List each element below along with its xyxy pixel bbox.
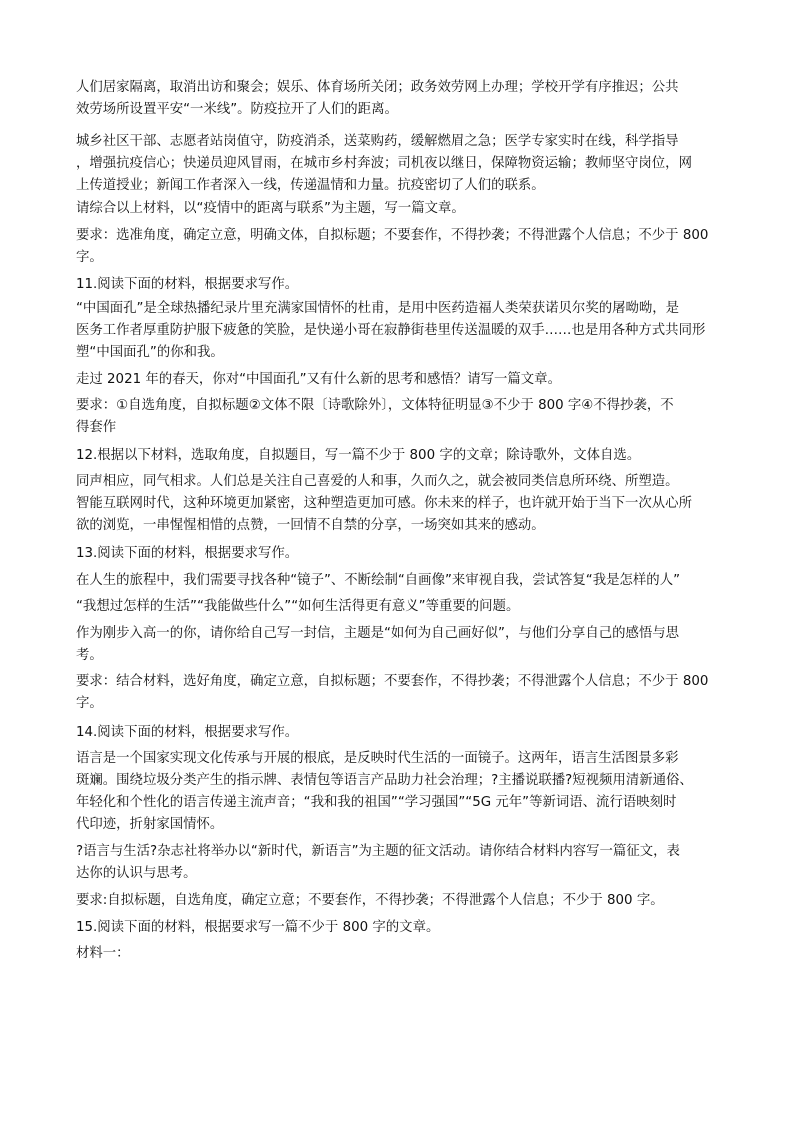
text-line: 材料一： <box>76 946 130 961</box>
text-line: 要求：①自选角度，自拟标题②文体不限〔诗歌除外〕，文体特征明显③不少于 800 字④不得抄袭，不 <box>76 398 674 413</box>
text-line: 达你的认识与思考。 <box>76 866 197 881</box>
text-line: 字。 <box>76 696 103 711</box>
text-line: 上传道授业；新闻工作者深入一线，传递温情和力量。抗疫密切了人们的联系。 <box>76 178 545 193</box>
text-line: 人们居家隔离，取消出访和聚会；娱乐、体育场所关闭；政务效劳网上办理；学校开学有序推迟；公共 <box>76 80 679 95</box>
text-line: 得套作 <box>76 420 117 435</box>
text-line: 走过 2021 年的春天，你对“中国面孔”又有什么新的思考和感悟？请写一篇文章。 <box>76 372 561 387</box>
text-line: 语言是一个国家实现文化传承与开展的根底，是反映时代生活的一面镜子。这两年，语言生活图景多彩 <box>76 751 679 766</box>
text-line: “中国面孔”是全球热播纪录片里充满家国情怀的杜甫，是用中医药造福人类荣获诺贝尔奖的屠呦呦，是 <box>76 301 680 316</box>
text-line: 考。 <box>76 648 103 663</box>
text-line: ?语言与生活?杂志社将举办以“新时代，新语言”为主题的征文活动。请你结合材料内容写一篇征文，表 <box>76 844 680 859</box>
text-line: 11.阅读下面的材料，根据要求写作。 <box>76 277 299 292</box>
text-line: 同声相应，同气相求。人们总是关注自己喜爱的人和事，久而久之，就会被同类信息所环绕、所塑造。 <box>76 474 679 489</box>
text-line: 要求：结合材料，选好角度，确定立意，自拟标题；不要套作，不得抄袭；不得泄露个人信息；不少于 800 <box>76 674 709 689</box>
text-line: “我想过怎样的生活”“我能做些什么”“如何生活得更有意义”等重要的问题。 <box>76 599 520 614</box>
text-line: 智能互联网时代，这种环境更加紧密，这种塑造更加可感。你未来的样子，也许就开始于当下一次从心所 <box>76 496 692 511</box>
text-line: 效劳场所设置平安“一米线”。防疫拉开了人们的距离。 <box>76 102 398 117</box>
text-line: 15.阅读下面的材料，根据要求写一篇不少于 800 字的文章。 <box>76 920 440 935</box>
text-line: ，增强抗疫信心；快递员迎风冒雨，在城市乡村奔波；司机夜以继日，保障物资运输；教师坚守岗位，网 <box>76 156 692 171</box>
text-line: 医务工作者厚重防护服下疲惫的笑脸，是快递小哥在寂静街巷里传送温暖的双手……也是用各种方式共同形 <box>76 323 706 338</box>
text-line: 要求:自拟标题，自选角度，确定立意；不要套作，不得抄袭；不得泄露个人信息；不少于 800 字。 <box>76 893 664 908</box>
text-line: 代印迹，折射家国情怀。 <box>76 817 224 832</box>
text-line: 塑“中国面孔”的你和我。 <box>76 345 224 360</box>
text-line: 12.根据以下材料，选取角度，自拟题目，写一篇不少于 800 字的文章；除诗歌外，文体自选。 <box>76 448 641 463</box>
text-line: 14.阅读下面的材料，根据要求写作。 <box>76 725 299 740</box>
text-line: 欲的浏览，一串惺惺相惜的点赞，一回情不自禁的分享，一场突如其来的感动。 <box>76 518 545 533</box>
text-line: 要求：选准角度，确定立意，明确文体，自拟标题；不要套作，不得抄袭；不得泄露个人信息；不少于 800 <box>76 228 709 243</box>
text-line: 年轻化和个性化的语言传递主流声音；“我和我的祖国”“学习强国”“5G 元年”等新词语、流行语映刻时 <box>76 795 677 810</box>
text-line: 作为刚步入高一的你，请你给自己写一封信，主题是“如何为自己画好似”，与他们分享自己的感悟与思 <box>76 626 680 641</box>
text-line: 13.阅读下面的材料，根据要求写作。 <box>76 546 299 561</box>
text-line: 斑斓。围绕垃圾分类产生的指示牌、表情包等语言产品助力社会治理；?主播说联播?短视频用清新通俗、 <box>76 773 693 788</box>
text-line: 字。 <box>76 250 103 265</box>
text-line: 在人生的旅程中，我们需要寻找各种“镜子”、不断绘制“自画像”来审视自我，尝试答复“我是怎样的人” <box>76 573 681 588</box>
text-line: 请综合以上材料，以“疫情中的距离与联系”为主题，写一篇文章。 <box>76 201 465 216</box>
text-line: 城乡社区干部、志愿者站岗值守，防疫消杀，送菜购药，缓解燃眉之急；医学专家实时在线，科学指导 <box>76 134 679 149</box>
